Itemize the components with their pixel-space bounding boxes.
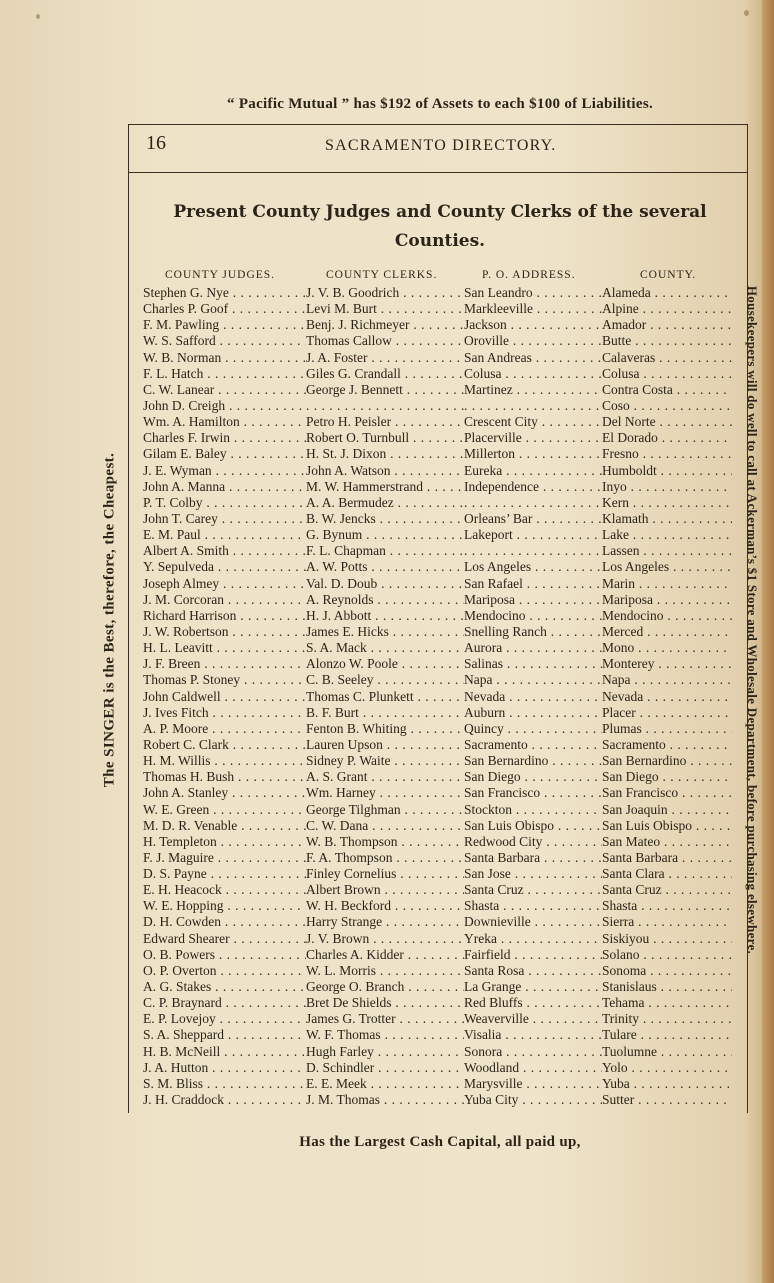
county-cell: Merced . . .	[602, 624, 732, 640]
table-row	[0, 931, 774, 947]
county-judge-cell: Richard Harrison . . .	[143, 608, 306, 624]
county-clerk-cell: H. St. J. Dixon . . .	[306, 446, 464, 462]
table-row	[0, 414, 774, 430]
county-judge-cell: S. M. Bliss . . .	[143, 1076, 306, 1092]
po-address-cell: Yuba City . . .	[464, 1092, 602, 1108]
county-judge-cell: F. M. Pawling . . .	[143, 317, 306, 333]
county-clerk-cell: B. W. Jencks . . .	[306, 511, 464, 527]
table-row	[0, 333, 774, 349]
county-clerk-cell: W. B. Thompson . . .	[306, 834, 464, 850]
table-row	[0, 866, 774, 882]
po-address-cell: Sonora . . .	[464, 1044, 602, 1060]
po-address-cell: San Bernardino . . .	[464, 753, 602, 769]
county-clerk-cell: Bret De Shields . . .	[306, 995, 464, 1011]
county-judge-cell: H. M. Willis . . .	[143, 753, 306, 769]
county-clerk-cell: A. S. Grant . . .	[306, 769, 464, 785]
table-row	[0, 317, 774, 333]
table-row	[0, 1060, 774, 1076]
county-clerk-cell: Alonzo W. Poole . . .	[306, 656, 464, 672]
county-cell: Butte . . .	[602, 333, 732, 349]
table-row	[0, 1044, 774, 1060]
po-address-cell: San Rafael . . .	[464, 576, 602, 592]
table-row	[0, 350, 774, 366]
po-address-cell: Nevada . . .	[464, 689, 602, 705]
county-cell: Sierra . . .	[602, 914, 732, 930]
po-address-cell: Aurora . . .	[464, 640, 602, 656]
po-address-cell: Santa Cruz . . .	[464, 882, 602, 898]
county-judge-cell: O. P. Overton . . .	[143, 963, 306, 979]
table-row	[0, 898, 774, 914]
po-address-cell	[464, 543, 602, 559]
po-address-cell: Visalia . . .	[464, 1027, 602, 1043]
table-row	[0, 914, 774, 930]
table-row	[0, 640, 774, 656]
right-margin-advertisement: Housekeepers will do well to call at Ackerman’s $1 Store and Wholesale Department, before purchasing elsewhere.	[745, 285, 760, 955]
county-judge-cell: E. P. Lovejoy . . .	[143, 1011, 306, 1027]
county-clerk-cell: Harry Strange . . .	[306, 914, 464, 930]
county-clerk-cell: W. L. Morris . . .	[306, 963, 464, 979]
county-clerk-cell: A. Reynolds . . .	[306, 592, 464, 608]
county-clerk-cell: James E. Hicks . . .	[306, 624, 464, 640]
po-address-cell: Woodland . . .	[464, 1060, 602, 1076]
table-row	[0, 882, 774, 898]
county-clerk-cell: Charles A. Kidder . . .	[306, 947, 464, 963]
county-judge-cell: Edward Shearer . . .	[143, 931, 306, 947]
table-row	[0, 834, 774, 850]
county-judge-cell: Wm. A. Hamilton . . .	[143, 414, 306, 430]
column-header-po-address: P. O. ADDRESS.	[482, 269, 576, 281]
county-clerk-cell: G. Bynum . . .	[306, 527, 464, 543]
county-cell: Amador . . .	[602, 317, 732, 333]
table-row	[0, 479, 774, 495]
header-rule	[128, 172, 748, 173]
table-row	[0, 979, 774, 995]
table-row	[0, 366, 774, 382]
county-judge-cell: Stephen G. Nye . . .	[143, 285, 306, 301]
county-judge-cell: Joseph Almey . . .	[143, 576, 306, 592]
po-address-cell: Mendocino . . .	[464, 608, 602, 624]
county-judge-cell: J. E. Wyman . . .	[143, 463, 306, 479]
table-row	[0, 721, 774, 737]
directory-table	[0, 285, 774, 1108]
county-judge-cell: John Caldwell . . .	[143, 689, 306, 705]
county-clerk-cell: Val. D. Doub . . .	[306, 576, 464, 592]
county-cell: Mendocino . . .	[602, 608, 732, 624]
county-clerk-cell: George O. Branch . . .	[306, 979, 464, 995]
county-judge-cell: Y. Sepulveda . . .	[143, 559, 306, 575]
county-clerk-cell: W. H. Beckford . . .	[306, 898, 464, 914]
county-clerk-cell: J. M. Thomas . . .	[306, 1092, 464, 1108]
county-clerk-cell: George J. Bennett . . .	[306, 382, 464, 398]
county-clerk-cell: F. L. Chapman . . .	[306, 543, 464, 559]
county-cell: Kern . . .	[602, 495, 732, 511]
foxing-spot	[36, 14, 40, 19]
county-cell: Fresno . . .	[602, 446, 732, 462]
table-row	[0, 495, 774, 511]
po-address-cell: Red Bluffs . . .	[464, 995, 602, 1011]
county-judge-cell: Charles F. Irwin . . .	[143, 430, 306, 446]
county-cell: Coso . . .	[602, 398, 732, 414]
table-row	[0, 769, 774, 785]
county-cell: Placer . . .	[602, 705, 732, 721]
county-judge-cell: O. B. Powers . . .	[143, 947, 306, 963]
po-address-cell: Eureka . . .	[464, 463, 602, 479]
county-judge-cell: P. T. Colby . . .	[143, 495, 306, 511]
po-address-cell: Martinez . . .	[464, 382, 602, 398]
page-number: 16	[146, 132, 166, 154]
county-cell: Los Angeles . . .	[602, 559, 732, 575]
table-row	[0, 511, 774, 527]
table-row	[0, 398, 774, 414]
po-address-cell: Mariposa . . .	[464, 592, 602, 608]
county-judge-cell: W. S. Safford . . .	[143, 333, 306, 349]
po-address-cell: Marysville . . .	[464, 1076, 602, 1092]
county-cell: Marin . . .	[602, 576, 732, 592]
county-judge-cell: John A. Manna . . .	[143, 479, 306, 495]
county-clerk-cell: A. A. Bermudez . . .	[306, 495, 464, 511]
po-address-cell: San Leandro . . .	[464, 285, 602, 301]
table-row	[0, 947, 774, 963]
county-judge-cell: Charles P. Goof . . .	[143, 301, 306, 317]
table-row	[0, 1027, 774, 1043]
county-judge-cell: S. A. Sheppard . . .	[143, 1027, 306, 1043]
table-row	[0, 285, 774, 301]
county-judge-cell: J. M. Corcoran . . .	[143, 592, 306, 608]
po-address-cell: Salinas . . .	[464, 656, 602, 672]
county-clerk-cell: W. F. Thomas . . .	[306, 1027, 464, 1043]
po-address-cell: Shasta . . .	[464, 898, 602, 914]
po-address-cell	[464, 495, 602, 511]
po-address-cell: Weaverville . . .	[464, 1011, 602, 1027]
county-cell: Tuolumne . . .	[602, 1044, 732, 1060]
table-row	[0, 785, 774, 801]
po-address-cell	[464, 398, 602, 414]
county-clerk-cell: B. F. Burt . . .	[306, 705, 464, 721]
po-address-cell: Oroville . . .	[464, 333, 602, 349]
county-cell: San Francisco . . .	[602, 785, 732, 801]
county-cell: Humboldt . . .	[602, 463, 732, 479]
table-row	[0, 995, 774, 1011]
county-clerk-cell: Petro H. Peisler . . .	[306, 414, 464, 430]
county-cell: Yolo . . .	[602, 1060, 732, 1076]
po-address-cell: Auburn . . .	[464, 705, 602, 721]
county-clerk-cell: Hugh Farley . . .	[306, 1044, 464, 1060]
po-address-cell: Crescent City . . .	[464, 414, 602, 430]
county-judge-cell: M. D. R. Venable . . .	[143, 818, 306, 834]
table-row	[0, 543, 774, 559]
county-cell: Alameda . . .	[602, 285, 732, 301]
county-judge-cell: Robert C. Clark . . .	[143, 737, 306, 753]
page-title: Present County Judges and County Clerks of the several Counties.	[173, 202, 707, 251]
county-judge-cell: D. H. Cowden . . .	[143, 914, 306, 930]
po-address-cell: Yreka . . .	[464, 931, 602, 947]
po-address-cell: Santa Rosa . . .	[464, 963, 602, 979]
po-address-cell: Quincy . . .	[464, 721, 602, 737]
po-address-cell: La Grange . . .	[464, 979, 602, 995]
table-row	[0, 802, 774, 818]
county-cell: Alpine . . .	[602, 301, 732, 317]
county-cell: San Bernardino . . .	[602, 753, 732, 769]
county-judge-cell: H. L. Leavitt . . .	[143, 640, 306, 656]
po-address-cell: San Luis Obispo . . .	[464, 818, 602, 834]
po-address-cell: Santa Barbara . . .	[464, 850, 602, 866]
county-judge-cell: John T. Carey . . .	[143, 511, 306, 527]
county-clerk-cell: A. W. Potts . . .	[306, 559, 464, 575]
county-judge-cell: Albert A. Smith . . .	[143, 543, 306, 559]
county-cell: Santa Barbara . . .	[602, 850, 732, 866]
po-address-cell: Markleeville . . .	[464, 301, 602, 317]
county-clerk-cell: H. J. Abbott . . .	[306, 608, 464, 624]
county-judge-cell: H. B. McNeill . . .	[143, 1044, 306, 1060]
county-clerk-cell: M. W. Hammerstrand . . .	[306, 479, 464, 495]
county-cell: Calaveras . . .	[602, 350, 732, 366]
county-clerk-cell: Albert Brown . . .	[306, 882, 464, 898]
county-clerk-cell: J. V. Brown . . .	[306, 931, 464, 947]
county-judge-cell: J. F. Breen . . .	[143, 656, 306, 672]
county-judge-cell: J. A. Hutton . . .	[143, 1060, 306, 1076]
table-row	[0, 818, 774, 834]
po-address-cell: Los Angeles . . .	[464, 559, 602, 575]
table-row	[0, 1076, 774, 1092]
county-clerk-cell: Levi M. Burt . . .	[306, 301, 464, 317]
po-address-cell: Fairfield . . .	[464, 947, 602, 963]
po-address-cell: Orleans’ Bar . . .	[464, 511, 602, 527]
county-clerk-cell: Thomas C. Plunkett . . .	[306, 689, 464, 705]
po-address-cell: Lakeport . . .	[464, 527, 602, 543]
county-cell: Yuba . . .	[602, 1076, 732, 1092]
county-cell: San Diego . . .	[602, 769, 732, 785]
county-cell: Contra Costa . . .	[602, 382, 732, 398]
po-address-cell: Snelling Ranch . . .	[464, 624, 602, 640]
bottom-advertisement: Has the Largest Cash Capital, all paid up,	[299, 1134, 581, 1150]
county-cell: Sacramento . . .	[602, 737, 732, 753]
county-judge-cell: E. H. Heacock . . .	[143, 882, 306, 898]
county-clerk-cell: S. A. Mack . . .	[306, 640, 464, 656]
table-row	[0, 446, 774, 462]
county-clerk-cell: Finley Cornelius . . .	[306, 866, 464, 882]
table-row	[0, 463, 774, 479]
county-cell: San Mateo . . .	[602, 834, 732, 850]
table-row	[0, 656, 774, 672]
po-address-cell: Colusa . . .	[464, 366, 602, 382]
table-row	[0, 576, 774, 592]
county-cell: Siskiyou . . .	[602, 931, 732, 947]
top-advertisement: “ Pacific Mutual ” has $192 of Assets to each $100 of Liabilities.	[226, 96, 654, 112]
column-header-clerks: COUNTY CLERKS.	[326, 269, 438, 281]
table-row	[0, 382, 774, 398]
county-cell: Trinity . . .	[602, 1011, 732, 1027]
county-cell: Mono . . .	[602, 640, 732, 656]
table-row	[0, 737, 774, 753]
county-clerk-cell: F. A. Thompson . . .	[306, 850, 464, 866]
running-head: SACRAMENTO DIRECTORY.	[325, 137, 557, 154]
county-judge-cell: Gilam E. Baley . . .	[143, 446, 306, 462]
county-judge-cell: J. Ives Fitch . . .	[143, 705, 306, 721]
county-judge-cell: J. H. Craddock . . .	[143, 1092, 306, 1108]
county-judge-cell: W. E. Green . . .	[143, 802, 306, 818]
county-cell: Stanislaus . . .	[602, 979, 732, 995]
county-clerk-cell: James G. Trotter . . .	[306, 1011, 464, 1027]
table-row	[0, 608, 774, 624]
county-judge-cell: John A. Stanley . . .	[143, 785, 306, 801]
county-cell: Plumas . . .	[602, 721, 732, 737]
table-row	[0, 850, 774, 866]
county-judge-cell: F. L. Hatch . . .	[143, 366, 306, 382]
county-clerk-cell: E. E. Meek . . .	[306, 1076, 464, 1092]
po-address-cell: Napa . . .	[464, 672, 602, 688]
county-clerk-cell: Giles G. Crandall . . .	[306, 366, 464, 382]
county-clerk-cell: C. W. Dana . . .	[306, 818, 464, 834]
po-address-cell: Independence . . .	[464, 479, 602, 495]
county-clerk-cell: J. A. Foster . . .	[306, 350, 464, 366]
county-cell: Del Norte . . .	[602, 414, 732, 430]
left-margin-advertisement: The SINGER is the Best, therefore, the Cheapest.	[101, 452, 118, 788]
table-row	[0, 624, 774, 640]
county-clerk-cell: Lauren Upson . . .	[306, 737, 464, 753]
table-row	[0, 301, 774, 317]
county-cell: San Joaquin . . .	[602, 802, 732, 818]
county-clerk-cell: George Tilghman . . .	[306, 802, 464, 818]
county-cell: Shasta . . .	[602, 898, 732, 914]
county-cell: Klamath . . .	[602, 511, 732, 527]
po-address-cell: Stockton . . .	[464, 802, 602, 818]
po-address-cell: San Francisco . . .	[464, 785, 602, 801]
county-cell: Lake . . .	[602, 527, 732, 543]
county-judge-cell: A. G. Stakes . . .	[143, 979, 306, 995]
table-row	[0, 963, 774, 979]
county-judge-cell: J. W. Robertson . . .	[143, 624, 306, 640]
county-cell: El Dorado . . .	[602, 430, 732, 446]
table-row	[0, 592, 774, 608]
county-clerk-cell: J. V. B. Goodrich . . .	[306, 285, 464, 301]
county-clerk-cell: Thomas Callow . . .	[306, 333, 464, 349]
county-judge-cell: F. J. Maguire . . .	[143, 850, 306, 866]
county-cell: Napa . . .	[602, 672, 732, 688]
county-cell: Tulare . . .	[602, 1027, 732, 1043]
county-clerk-cell: Wm. Harney . . .	[306, 785, 464, 801]
county-clerk-cell: John A. Watson . . .	[306, 463, 464, 479]
county-judge-cell: A. P. Moore . . .	[143, 721, 306, 737]
county-judge-cell: H. Templeton . . .	[143, 834, 306, 850]
county-cell: Monterey . . .	[602, 656, 732, 672]
county-clerk-cell: D. Schindler . . .	[306, 1060, 464, 1076]
county-judge-cell: W. E. Hopping . . .	[143, 898, 306, 914]
county-cell: Solano . . .	[602, 947, 732, 963]
table-row	[0, 430, 774, 446]
po-address-cell: San Jose . . .	[464, 866, 602, 882]
table-row	[0, 527, 774, 543]
table-row	[0, 689, 774, 705]
county-clerk-cell: Robert O. Turnbull . . .	[306, 430, 464, 446]
county-judge-cell: C. W. Lanear . . .	[143, 382, 306, 398]
county-cell: Mariposa . . .	[602, 592, 732, 608]
county-clerk-cell: Fenton B. Whiting . . .	[306, 721, 464, 737]
po-address-cell: San Andreas . . .	[464, 350, 602, 366]
county-cell: Sutter . . .	[602, 1092, 732, 1108]
po-address-cell: Placerville . . .	[464, 430, 602, 446]
po-address-cell: Sacramento . . .	[464, 737, 602, 753]
po-address-cell: Redwood City . . .	[464, 834, 602, 850]
county-judge-cell: Thomas H. Bush . . .	[143, 769, 306, 785]
table-row	[0, 1092, 774, 1108]
po-address-cell: Downieville . . .	[464, 914, 602, 930]
county-judge-cell: D. S. Payne . . .	[143, 866, 306, 882]
county-clerk-cell: Benj. J. Richmeyer . . .	[306, 317, 464, 333]
table-row	[0, 1011, 774, 1027]
county-cell: Inyo . . .	[602, 479, 732, 495]
county-cell: Colusa . . .	[602, 366, 732, 382]
county-cell: Santa Cruz . . .	[602, 882, 732, 898]
table-row	[0, 672, 774, 688]
county-cell: Santa Clara . . .	[602, 866, 732, 882]
county-clerk-cell	[306, 398, 464, 414]
county-clerk-cell: Sidney P. Waite . . .	[306, 753, 464, 769]
county-clerk-cell: C. B. Seeley . . .	[306, 672, 464, 688]
table-row	[0, 753, 774, 769]
county-cell: Tehama . . .	[602, 995, 732, 1011]
county-judge-cell: E. M. Paul . . .	[143, 527, 306, 543]
foxing-spot	[744, 10, 749, 16]
table-row	[0, 559, 774, 575]
county-judge-cell: Thomas P. Stoney . . .	[143, 672, 306, 688]
table-row	[0, 705, 774, 721]
county-cell: Sonoma . . .	[602, 963, 732, 979]
county-cell: Lassen . . .	[602, 543, 732, 559]
po-address-cell: Jackson . . .	[464, 317, 602, 333]
column-header-county: COUNTY.	[640, 269, 697, 281]
county-cell: Nevada . . .	[602, 689, 732, 705]
po-address-cell: Millerton . . .	[464, 446, 602, 462]
county-judge-cell: C. P. Braynard . . .	[143, 995, 306, 1011]
po-address-cell: San Diego . . .	[464, 769, 602, 785]
column-header-judges: COUNTY JUDGES.	[165, 269, 276, 281]
county-judge-cell: W. B. Norman . . .	[143, 350, 306, 366]
county-cell: San Luis Obispo . . .	[602, 818, 732, 834]
county-judge-cell: John D. Creigh . . .	[143, 398, 306, 414]
